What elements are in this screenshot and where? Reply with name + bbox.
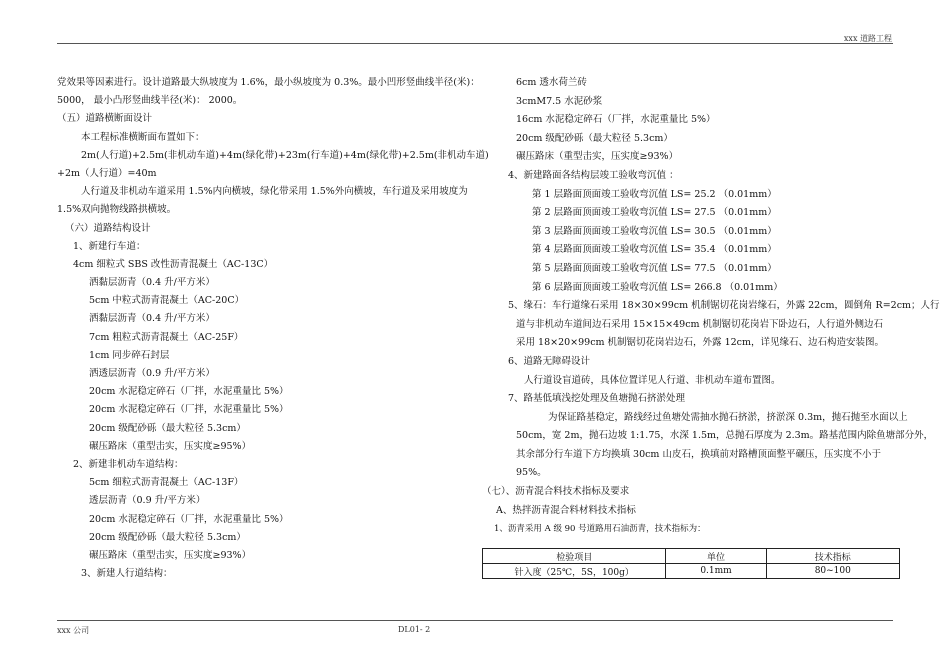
- text-line: 20cm 水泥稳定碎石（厂拌，水泥重量比 5%）: [89, 386, 289, 398]
- table-header-row: [483, 549, 900, 564]
- footer-company: xxx 公司: [57, 626, 90, 635]
- text-line: 6cm 透水荷兰砖: [516, 77, 587, 88]
- table-row: [483, 564, 900, 579]
- text-line: 本工程标准横断面布置如下：: [81, 131, 205, 143]
- text-line: 2m(人行道)+2.5m(非机动车道)+4m(绿化带)+23m(行车道)+4m(绿化带)+2.5m(非机动车道): [81, 149, 489, 161]
- text-line: 党效果等因素进行。设计道路最大纵坡度为 1.6%，最小纵坡度为 0.3%。最小凹形竖曲线半径(米)：: [57, 77, 480, 88]
- footer-rule: [57, 620, 893, 621]
- table-cell: 针入度（25℃，5S，100g）: [483, 564, 666, 579]
- text-line: 第 3 层路面顶面竣工验收弯沉值 LS= 30.5 （0.01mm）: [532, 225, 777, 237]
- text-line: 3、新建人行道结构：: [81, 568, 173, 580]
- header-project-title: xxx 道路工程: [843, 34, 892, 43]
- text-line: 第 5 层路面顶面竣工验收弯沉值 LS= 77.5 （0.01mm）: [532, 262, 777, 274]
- text-line: 20cm 级配砂砾（最大粒径 5.3cm）: [516, 132, 673, 144]
- text-line: 5cm 中粒式沥青混凝土（AC-20C）: [89, 295, 245, 307]
- text-line: 5cm 细粒式沥青混凝土（AC-13F）: [89, 477, 244, 489]
- text-line: 1、沥青采用 A 级 90 号道路用石油沥青，技术指标为：: [494, 524, 706, 535]
- table-cell: 80~100: [766, 564, 899, 579]
- text-line: 洒黏层沥青（0.4 升/平方米）: [89, 277, 215, 289]
- asphalt-spec-table: [482, 548, 900, 579]
- text-line: 其余部分行车道下方均换填 30cm 山皮石，换填前对路槽顶面整平碾压，压实度不小于: [516, 448, 881, 460]
- text-line: 7、路基低填浅挖处理及鱼塘抛石挤淤处理: [508, 393, 686, 405]
- text-line: （六）道路结构设计: [65, 222, 151, 234]
- text-line: 为保证路基稳定，路线经过鱼塘处需抽水抛石挤淤，挤淤深 0.3m，抛石抛至水面以上: [548, 411, 908, 423]
- text-line: 第 6 层路面顶面竣工验收弯沉值 LS= 266.8 （0.01mm）: [532, 281, 783, 293]
- text-line: 透层沥青（0.9 升/平方米）: [89, 495, 206, 507]
- text-line: 人行道设盲道砖，具体位置详见人行道、非机动车道布置图。: [524, 374, 781, 386]
- text-line: 20cm 水泥稳定碎石（厂拌，水泥重量比 5%）: [89, 404, 289, 416]
- text-line: 1.5%双向抛物线路拱横坡。: [57, 204, 177, 216]
- text-line: 20cm 水泥稳定碎石（厂拌，水泥重量比 5%）: [89, 513, 289, 525]
- text-line: 5000， 最小凸形竖曲线半径(米)： 2000。: [57, 95, 243, 107]
- text-line: 4、新建路面各结构层竣工验收弯沉值 ：: [508, 169, 679, 181]
- left-column: [57, 74, 489, 583]
- right-column: [482, 74, 940, 539]
- text-line: 50cm，宽 2m，抛石边坡 1:1.75，水深 1.5m，总抛石厚度为 2.3m。路基范围内除鱼塘部分外，: [516, 430, 934, 442]
- text-line: 洒黏层沥青（0.4 升/平方米）: [89, 313, 215, 325]
- text-line: 2、新建非机动车道结构：: [73, 458, 184, 470]
- text-line: 人行道及非机动车道采用 1.5%内向横坡，绿化带采用 1.5%外向横坡，车行道及采用坡度为: [81, 186, 468, 198]
- text-line: 碾压路床（重型击实，压实度≥95%）: [89, 440, 252, 452]
- text-line: 20cm 级配砂砾（最大粒径 5.3cm）: [89, 422, 246, 434]
- text-line: 16cm 水泥稳定碎石（厂拌，水泥重量比 5%）: [516, 114, 716, 126]
- text-line: 3cmM7.5 水泥砂浆: [516, 95, 603, 107]
- text-line: 碾压路床（重型击实，压实度≥93%）: [89, 549, 252, 561]
- text-line: A、热拌沥青混合料材料技术指标: [496, 504, 636, 516]
- table-header-cell: 单位: [666, 549, 766, 564]
- text-line: 7cm 粗粒式沥青混凝土（AC-25F）: [89, 331, 244, 343]
- footer-page-code: DL01- 2: [398, 625, 431, 634]
- text-line: （七）、沥青混合料技术指标及要求: [482, 486, 630, 498]
- text-line: （五）道路横断面设计: [57, 113, 153, 125]
- text-line: 第 4 层路面顶面竣工验收弯沉值 LS= 35.4 （0.01mm）: [532, 244, 777, 256]
- text-line: +2m（人行道）=40m: [57, 167, 157, 179]
- text-line: 1cm 同步碎石封层: [89, 349, 170, 361]
- text-line: 20cm 级配砂砾（最大粒径 5.3cm）: [89, 531, 246, 543]
- table-cell: 0.1mm: [666, 564, 766, 579]
- text-line: 5、缘石：车行道缘石采用 18×30×99cm 机制锯切花岗岩缘石，外露 22cm，圆倒角 R=2cm；人行: [508, 300, 940, 312]
- table-header-cell: 检验项目: [483, 549, 666, 564]
- text-line: 4cm 细粒式 SBS 改性沥青混凝土（AC-13C）: [73, 258, 274, 270]
- text-line: 第 1 层路面顶面竣工验收弯沉值 LS= 25.2 （0.01mm）: [532, 188, 777, 200]
- header-rule: [57, 43, 893, 44]
- text-line: 采用 18×20×99cm 机制锯切花岗岩边石，外露 12cm，详见缘石、边石构造安装图。: [516, 337, 884, 349]
- text-line: 6、道路无障碍设计: [508, 355, 591, 367]
- text-line: 道与非机动车道间边石采用 15×15×49cm 机制锯切花岗岩下卧边石，人行道外侧边石: [516, 318, 884, 330]
- text-line: 1、新建行车道：: [73, 240, 146, 252]
- table-header-cell: 技术指标: [766, 549, 899, 564]
- text-line: 洒透层沥青（0.9 升/平方米）: [89, 368, 215, 379]
- text-line: 碾压路床（重型击实，压实度≥93%）: [516, 151, 679, 163]
- text-line: 第 2 层路面顶面竣工验收弯沉值 LS= 27.5 （0.01mm）: [532, 207, 777, 219]
- text-line: 95%。: [516, 467, 547, 479]
